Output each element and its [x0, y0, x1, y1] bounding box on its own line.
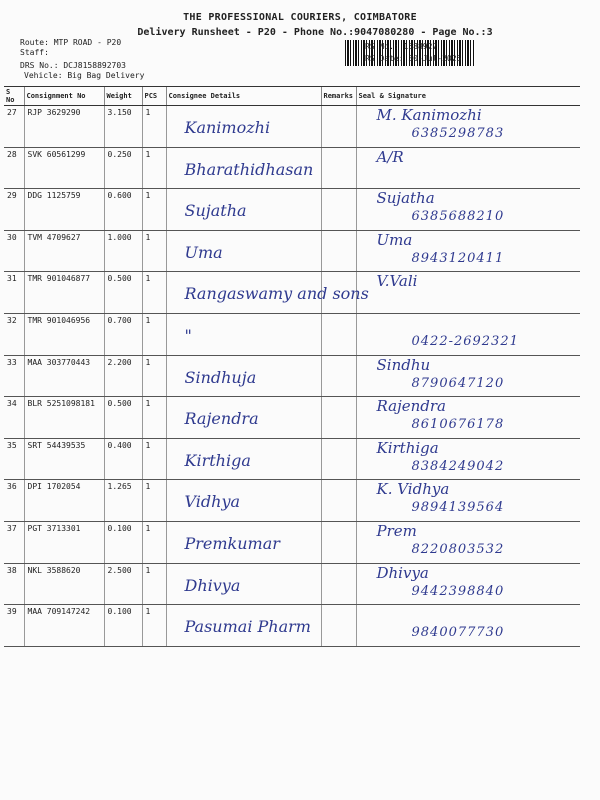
signature-cell: [356, 313, 580, 355]
table-row: [4, 438, 580, 480]
remarks-cell: [321, 147, 356, 189]
consignment-cell: TMR 901046877: [24, 272, 104, 314]
consignee-name: ": [184, 325, 192, 345]
consignee-cell: [166, 521, 321, 563]
consignee-name: Pasumai Pharm: [184, 617, 311, 637]
signature: M. Kanimozhi: [376, 106, 482, 124]
signature-cell: [356, 272, 580, 314]
table-row: [4, 230, 580, 272]
signature: Uma: [376, 230, 413, 249]
consignee-cell: [166, 147, 321, 189]
consignee-cell: [166, 189, 321, 231]
signature: Kirthiga: [376, 438, 439, 457]
signature: Rajendra: [376, 397, 446, 416]
weight-cell: 0.600: [104, 189, 142, 231]
pcs-cell: 1: [142, 355, 166, 397]
weight-cell: 0.100: [104, 521, 142, 563]
sno-cell: 31: [4, 272, 24, 314]
consignment-cell: DPI 1702054: [24, 480, 104, 522]
consignee-cell: [166, 313, 321, 355]
table-row: [4, 355, 580, 397]
runsheet-table: [4, 86, 580, 647]
col-consignment: Consignment No: [24, 87, 104, 106]
sno-cell: 36: [4, 480, 24, 522]
consignee-name: Vidhya: [184, 492, 241, 512]
drs-number: DRS No.: DCJ8158892703: [20, 61, 126, 70]
table-row: [4, 605, 580, 647]
consignment-cell: TVM 4709627: [24, 230, 104, 272]
consignee-name: Premkumar: [184, 533, 280, 553]
phone-number: 6385688210: [411, 209, 505, 225]
consignee-cell: [166, 605, 321, 647]
table-row: [4, 521, 580, 563]
sno-cell: 30: [4, 230, 24, 272]
sno-cell: 35: [4, 438, 24, 480]
remarks-cell: [321, 313, 356, 355]
vehicle-label: Vehicle: Big Bag Delivery: [24, 71, 145, 80]
signature: K. Vidhya: [376, 480, 450, 499]
sno-cell: 39: [4, 605, 24, 647]
signature-cell: [356, 230, 580, 272]
col-weight: Weight: [104, 87, 142, 106]
weight-cell: 0.250: [104, 147, 142, 189]
sno-cell: 27: [4, 106, 24, 148]
weight-cell: 2.200: [104, 355, 142, 397]
signature: Prem: [376, 521, 417, 540]
phone-number: 9442398840: [411, 583, 505, 599]
signature-cell: [356, 521, 580, 563]
remarks-cell: [321, 480, 356, 522]
consignment-cell: TMR 901046956: [24, 313, 104, 355]
consignment-cell: MAA 303770443: [24, 355, 104, 397]
table-row: [4, 147, 580, 189]
table-header: [4, 87, 580, 106]
signature: Sujatha: [376, 189, 435, 208]
consignee-cell: [166, 438, 321, 480]
pcs-cell: 1: [142, 397, 166, 439]
remarks-cell: [321, 563, 356, 605]
col-signature: Seal & Signature: [356, 87, 580, 106]
consignee-cell: [166, 480, 321, 522]
col-sno: S No: [4, 87, 24, 106]
pcs-cell: 1: [142, 605, 166, 647]
consignment-cell: MAA 709147242: [24, 605, 104, 647]
consignee-name: Sujatha: [184, 201, 247, 221]
pcs-cell: 1: [142, 521, 166, 563]
pcs-cell: 1: [142, 480, 166, 522]
consignee-name: Kanimozhi: [184, 118, 271, 137]
pcs-cell: 1: [142, 272, 166, 314]
phone-number: 9894139564: [411, 500, 505, 516]
pcs-cell: 1: [142, 230, 166, 272]
signature: A/R: [376, 147, 404, 166]
consignee-name: Uma: [184, 242, 223, 262]
weight-cell: 1.265: [104, 480, 142, 522]
weight-cell: 0.500: [104, 397, 142, 439]
consignee-name: Rangaswamy and sons: [184, 284, 369, 304]
phone-number: 8790647120: [411, 375, 505, 391]
phone-number: 9840077730: [411, 625, 505, 641]
sno-cell: 33: [4, 355, 24, 397]
signature-cell: [356, 106, 580, 148]
signature-cell: [356, 605, 580, 647]
consignee-cell: [166, 272, 369, 314]
table-row: [4, 272, 580, 314]
table-row: [4, 313, 580, 355]
consignment-cell: DDG 1125759: [24, 189, 104, 231]
consignment-cell: PGT 3713301: [24, 521, 104, 563]
table-row: [4, 480, 580, 522]
sno-cell: 37: [4, 521, 24, 563]
signature-cell: [356, 355, 580, 397]
consignment-cell: RJP 3629290: [24, 106, 104, 148]
signature: V.Vali: [376, 272, 418, 291]
col-pcs: PCS: [142, 87, 166, 106]
table-row: [4, 397, 580, 439]
signature-cell: [356, 397, 580, 439]
table-row: [4, 189, 580, 231]
pcs-cell: 1: [142, 438, 166, 480]
consignment-cell: SVK 60561299: [24, 147, 104, 189]
pcs-cell: 1: [142, 563, 166, 605]
remarks-cell: [321, 106, 356, 148]
consignee-cell: [166, 355, 321, 397]
sno-cell: 32: [4, 313, 24, 355]
signature-cell: [356, 480, 580, 522]
weight-cell: 0.500: [104, 272, 142, 314]
sno-cell: 38: [4, 563, 24, 605]
signature-cell: [356, 147, 580, 189]
weight-cell: 0.100: [104, 605, 142, 647]
remarks-cell: [321, 438, 356, 480]
weight-cell: 2.500: [104, 563, 142, 605]
consignment-cell: NKL 3588620: [24, 563, 104, 605]
weight-cell: 1.000: [104, 230, 142, 272]
weight-cell: 0.400: [104, 438, 142, 480]
remarks-cell: [321, 230, 356, 272]
consignee-name: Rajendra: [184, 409, 259, 429]
consignee-name: Dhivya: [184, 575, 241, 595]
phone-number: 8610676178: [411, 417, 505, 433]
sno-cell: 34: [4, 397, 24, 439]
phone-number: 8220803532: [411, 541, 505, 557]
remarks-cell: [321, 521, 356, 563]
company-title: THE PROFESSIONAL COURIERS, COIMBATORE: [183, 12, 417, 23]
col-consignee: Consignee Details: [166, 87, 321, 106]
consignee-name: Kirthiga: [184, 450, 251, 470]
phone-number: 6385298783: [411, 126, 505, 141]
signature-cell: [356, 189, 580, 231]
consignee-cell: [166, 397, 321, 439]
consignee-cell: [166, 106, 321, 148]
remarks-cell: [321, 189, 356, 231]
consignee-name: Sindhuja: [184, 367, 257, 387]
consignee-cell: [166, 230, 321, 272]
consignment-cell: SRT 54439535: [24, 438, 104, 480]
phone-number: 8384249042: [411, 458, 505, 474]
signature: Dhivya: [376, 563, 429, 582]
phone-number: 0422-2692321: [411, 333, 519, 349]
sno-cell: 28: [4, 147, 24, 189]
runsheet-subtitle: Delivery Runsheet - P20 - Phone No.:9047080280 - Page No.:3: [137, 27, 493, 38]
phone-number: 8943120411: [411, 250, 505, 266]
table-row: [4, 563, 580, 605]
route-label: Route: MTP ROAD - P20: [20, 38, 122, 47]
signature: Sindhu: [376, 355, 431, 374]
weight-cell: 0.700: [104, 313, 142, 355]
consignment-cell: BLR 5251098181: [24, 397, 104, 439]
sno-cell: 29: [4, 189, 24, 231]
remarks-cell: [321, 605, 356, 647]
rs-date: RS Date: 30-Jul-2025: [365, 54, 462, 63]
signature-cell: [356, 563, 580, 605]
consignee-cell: [166, 563, 321, 605]
pcs-cell: 1: [142, 189, 166, 231]
remarks-cell: [321, 355, 356, 397]
pcs-cell: 1: [142, 106, 166, 148]
pcs-cell: 1: [142, 147, 166, 189]
consignee-name: Bharathidhasan: [184, 159, 314, 179]
staff-label: Staff:: [20, 48, 49, 57]
pcs-cell: 1: [142, 313, 166, 355]
remarks-cell: [321, 272, 356, 314]
col-remarks: Remarks: [321, 87, 356, 106]
rs-number: RS No.: 1588927: [365, 42, 438, 51]
signature-cell: [356, 438, 580, 480]
weight-cell: 3.150: [104, 106, 142, 148]
table-row: [4, 106, 580, 148]
remarks-cell: [321, 397, 356, 439]
